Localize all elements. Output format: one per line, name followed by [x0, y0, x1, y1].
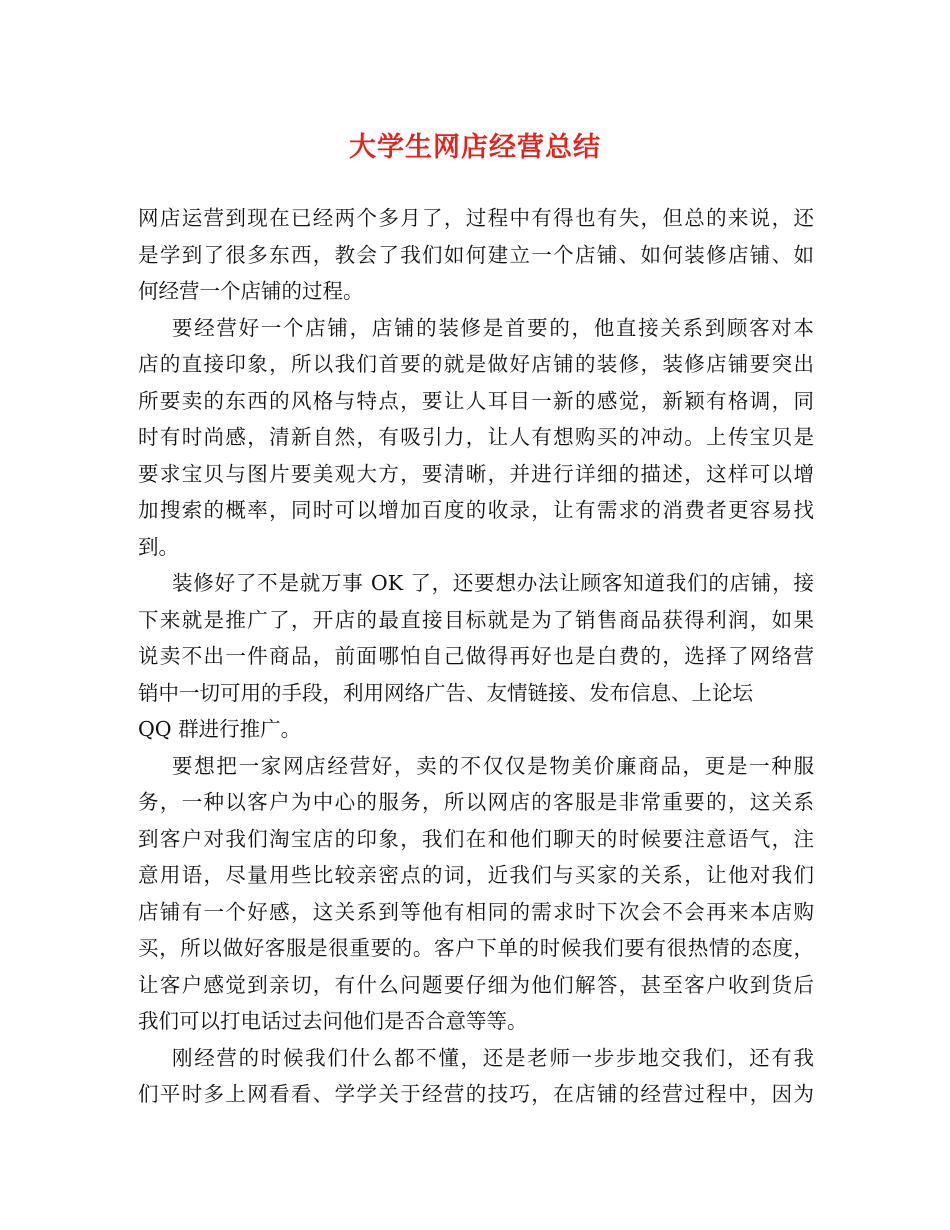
body-line: QQ 群进行推广。: [138, 717, 302, 741]
body-line: 让客户感觉到亲切，有什么问题要仔细为他们解答，甚至客户收到货后: [138, 972, 814, 997]
body-line: 店的直接印象，所以我们首要的就是做好店铺的装修，装修店铺要突出: [138, 352, 814, 376]
body-line: 们平时多上网看看、学学关于经营的技巧，在店铺的经营过程中，因为: [138, 1082, 814, 1106]
body-line: 是学到了很多东西，教会了我们如何建立一个店铺、如何装修店铺、如: [138, 242, 814, 267]
body-line: 说卖不出一件商品，前面哪怕自己做得再好也是白费的，选择了网络营: [138, 644, 814, 668]
body-line: 买，所以做好客服是很重要的。客户下单的时候我们要有很热情的态度，: [138, 936, 814, 960]
body-line: 下来就是推广了，开店的最直接目标就是为了销售商品获得利润，如果: [138, 607, 814, 632]
body-line: 要求宝贝与图片要美观大方，要清晰，并进行详细的描述，这样可以增: [138, 461, 814, 486]
body-line: 到客户对我们淘宝店的印象，我们在和他们聊天的时候要注意语气，注: [138, 826, 814, 851]
body-line: 要经营好一个店铺，店铺的装修是首要的，他直接关系到顾客对本: [172, 315, 814, 340]
body-line: 务，一种以客户为中心的服务，所以网店的客服是非常重要的，这关系: [138, 790, 814, 814]
body-line: 到。: [138, 534, 179, 559]
body-line: 网店运营到现在已经两个多月了，过程中有得也有失，但总的来说，还: [138, 206, 814, 230]
document-body: [138, 200, 814, 1113]
body-line: 刚经营的时候我们什么都不懂，还是老师一步步地交我们，还有我: [172, 1045, 814, 1070]
document-title: 大学生网店经营总结: [349, 132, 601, 163]
body-line: 我们可以打电话过去问他们是否合意等等。: [138, 1009, 528, 1033]
body-line: 何经营一个店铺的过程。: [138, 279, 364, 303]
body-line: 要想把一家网店经营好，卖的不仅仅是物美价廉商品，更是一种服: [172, 753, 814, 778]
body-line: 所要卖的东西的风格与特点，要让人耳目一新的感觉，新颖有格调，同: [138, 388, 814, 413]
body-line: 装修好了不是就万事 OK 了，还要想办法让顾客知道我们的店铺，接: [172, 571, 814, 595]
body-line: 加搜索的概率，同时可以增加百度的收录，让有需求的消费者更容易找: [138, 498, 814, 522]
body-line: 时有时尚感，清新自然，有吸引力，让人有想购买的冲动。上传宝贝是: [138, 425, 814, 449]
body-line: 店铺有一个好感，这关系到等他有相同的需求时下次会不会再来本店购: [138, 899, 814, 924]
body-line: 销中一切可用的手段，利用网络广告、友情链接、发布信息、上论坛: [138, 680, 753, 705]
body-line: 意用语，尽量用些比较亲密点的词，近我们与买家的关系，让他对我们: [138, 863, 814, 887]
